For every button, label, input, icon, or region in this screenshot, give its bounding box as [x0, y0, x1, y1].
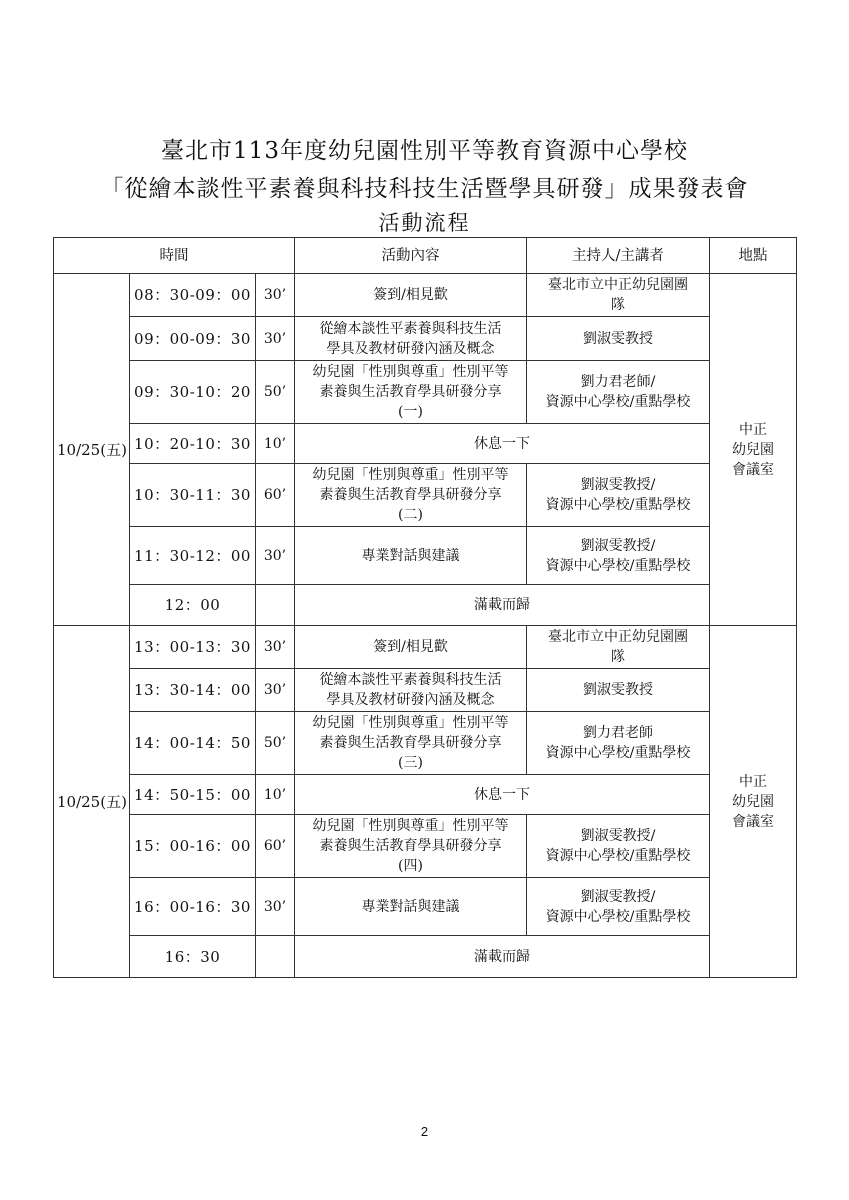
header-row [54, 238, 797, 274]
duration: 10’ [256, 424, 295, 464]
activity-content [295, 274, 527, 317]
page-number: 2 [420, 1124, 429, 1139]
text-line: 幼兒園「性別與尊重」性別平等 [312, 715, 509, 731]
time-slot: 09：00-09：30 [130, 317, 256, 361]
text-line: (三) [398, 755, 423, 771]
duration-empty [256, 585, 295, 626]
schedule-row [54, 527, 797, 585]
session-date: 10/25(五) [54, 274, 130, 626]
text-line: 從繪本談性平素養與科技生活 [319, 672, 502, 688]
duration: 50’ [256, 361, 295, 424]
activity-content [295, 464, 527, 527]
activity-content [295, 317, 527, 361]
schedule-row [54, 878, 797, 936]
text-line: 素養與生活教育學具研發分享 [319, 735, 502, 751]
host-speaker [527, 878, 710, 936]
text-line: 中正 [739, 421, 767, 438]
activity-content [295, 361, 527, 424]
text-line: 會議室 [732, 813, 774, 830]
duration: 30’ [256, 274, 295, 317]
text-line: (四) [398, 858, 423, 874]
host-speaker [527, 527, 710, 585]
text-line: 專業對話與建議 [361, 898, 460, 915]
activity-content [295, 424, 710, 464]
schedule-row [54, 585, 797, 626]
text-line: 臺北市立中正幼兒園團 [548, 629, 688, 645]
time-slot: 15：00-16：00 [130, 815, 256, 878]
duration: 30’ [256, 878, 295, 936]
duration: 30’ [256, 527, 295, 585]
time-slot: 16：30 [130, 936, 256, 978]
text-line: 劉力君老師 [583, 725, 653, 741]
host-speaker [527, 669, 710, 712]
activity-content [295, 775, 710, 815]
activity-content [295, 712, 527, 775]
text-line: (二) [398, 507, 423, 523]
text-line: 幼兒園「性別與尊重」性別平等 [312, 364, 509, 380]
host-speaker [527, 274, 710, 317]
text-line: 幼兒園 [732, 441, 774, 458]
text-line: 休息一下 [474, 786, 530, 803]
text-line: 幼兒園 [732, 793, 774, 810]
host-speaker [527, 815, 710, 878]
schedule-table [53, 237, 797, 978]
schedule-row [54, 424, 797, 464]
duration: 30’ [256, 626, 295, 669]
schedule-row [54, 626, 797, 669]
text-line: 學具及教材研發內涵及概念 [326, 692, 495, 708]
schedule-row [54, 815, 797, 878]
text-line: (一) [398, 404, 423, 420]
text-line: 幼兒園「性別與尊重」性別平等 [312, 467, 509, 483]
header-host: 主持人/主講者 [527, 238, 710, 274]
time-slot: 14：00-14：50 [130, 712, 256, 775]
schedule-row [54, 669, 797, 712]
host-speaker [527, 712, 710, 775]
text-line: 資源中心學校/重點學校 [545, 557, 691, 574]
text-line: 素養與生活教育學具研發分享 [319, 384, 502, 400]
time-slot: 14：50-15：00 [130, 775, 256, 815]
text-line: 素養與生活教育學具研發分享 [319, 838, 502, 854]
text-line: 資源中心學校/重點學校 [545, 908, 691, 925]
header-place: 地點 [710, 238, 797, 274]
time-slot: 09：30-10：20 [130, 361, 256, 424]
title-line-2: 「從繪本談性平素養與科技科技生活暨學具研發」成果發表會 [100, 176, 749, 202]
text-line: 劉淑雯教授 [583, 682, 653, 698]
schedule-row [54, 936, 797, 978]
activity-content [295, 878, 527, 936]
activity-content [295, 585, 710, 626]
time-slot: 10：30-11：30 [130, 464, 256, 527]
text-line: 劉淑雯教授 [583, 330, 653, 347]
text-line: 資源中心學校/重點學校 [545, 848, 691, 864]
session-date: 10/25(五) [54, 626, 130, 978]
session-place [710, 626, 797, 978]
text-line: 隊 [611, 297, 625, 313]
text-line: 學具及教材研發內涵及概念 [326, 340, 495, 357]
text-line: 幼兒園「性別與尊重」性別平等 [312, 818, 509, 834]
time-slot: 10：20-10：30 [130, 424, 256, 464]
duration-empty [256, 936, 295, 978]
schedule-row [54, 317, 797, 361]
schedule-row [54, 464, 797, 527]
text-line: 簽到/相見歡 [373, 639, 448, 655]
text-line: 中正 [739, 773, 767, 790]
time-slot: 13：00-13：30 [130, 626, 256, 669]
header-time: 時間 [54, 238, 295, 274]
time-slot: 16：00-16：30 [130, 878, 256, 936]
activity-content [295, 815, 527, 878]
text-line: 臺北市立中正幼兒園團 [548, 277, 688, 293]
duration: 60’ [256, 464, 295, 527]
schedule-row [54, 775, 797, 815]
text-line: 簽到/相見歡 [373, 287, 448, 303]
text-line: 劉淑雯教授/ [580, 537, 656, 554]
schedule-row [54, 274, 797, 317]
activity-content [295, 936, 710, 978]
text-line: 會議室 [732, 461, 774, 478]
host-speaker [527, 626, 710, 669]
host-speaker [527, 317, 710, 361]
schedule-row [54, 361, 797, 424]
text-line: 專業對話與建議 [361, 547, 460, 564]
time-slot: 13：30-14：00 [130, 669, 256, 712]
text-line: 劉淑雯教授/ [580, 477, 656, 493]
schedule-row [54, 712, 797, 775]
text-line: 休息一下 [474, 435, 530, 452]
header-content: 活動內容 [295, 238, 527, 274]
text-line: 從繪本談性平素養與科技生活 [319, 320, 502, 337]
activity-content [295, 669, 527, 712]
duration: 30’ [256, 669, 295, 712]
duration: 10’ [256, 775, 295, 815]
duration: 30’ [256, 317, 295, 361]
title-line-3: 活動流程 [378, 211, 471, 235]
text-line: 劉淑雯教授/ [580, 828, 656, 844]
text-line: 素養與生活教育學具研發分享 [319, 487, 502, 503]
activity-content [295, 527, 527, 585]
time-slot: 08：30-09：00 [130, 274, 256, 317]
text-line: 資源中心學校/重點學校 [545, 497, 691, 513]
duration: 50’ [256, 712, 295, 775]
time-slot: 12：00 [130, 585, 256, 626]
text-line: 劉淑雯教授/ [580, 888, 656, 905]
session-place [710, 274, 797, 626]
host-speaker [527, 361, 710, 424]
activity-content [295, 626, 527, 669]
text-line: 滿載而歸 [474, 597, 530, 613]
text-line: 劉力君老師/ [580, 374, 656, 390]
host-speaker [527, 464, 710, 527]
text-line: 資源中心學校/重點學校 [545, 394, 691, 410]
title-line-1: 臺北市113年度幼兒園性別平等教育資源中心學校 [161, 138, 688, 164]
text-line: 滿載而歸 [474, 948, 530, 965]
duration: 60’ [256, 815, 295, 878]
text-line: 隊 [611, 649, 625, 665]
text-line: 資源中心學校/重點學校 [545, 745, 691, 761]
time-slot: 11：30-12：00 [130, 527, 256, 585]
schedule-body [54, 274, 797, 978]
